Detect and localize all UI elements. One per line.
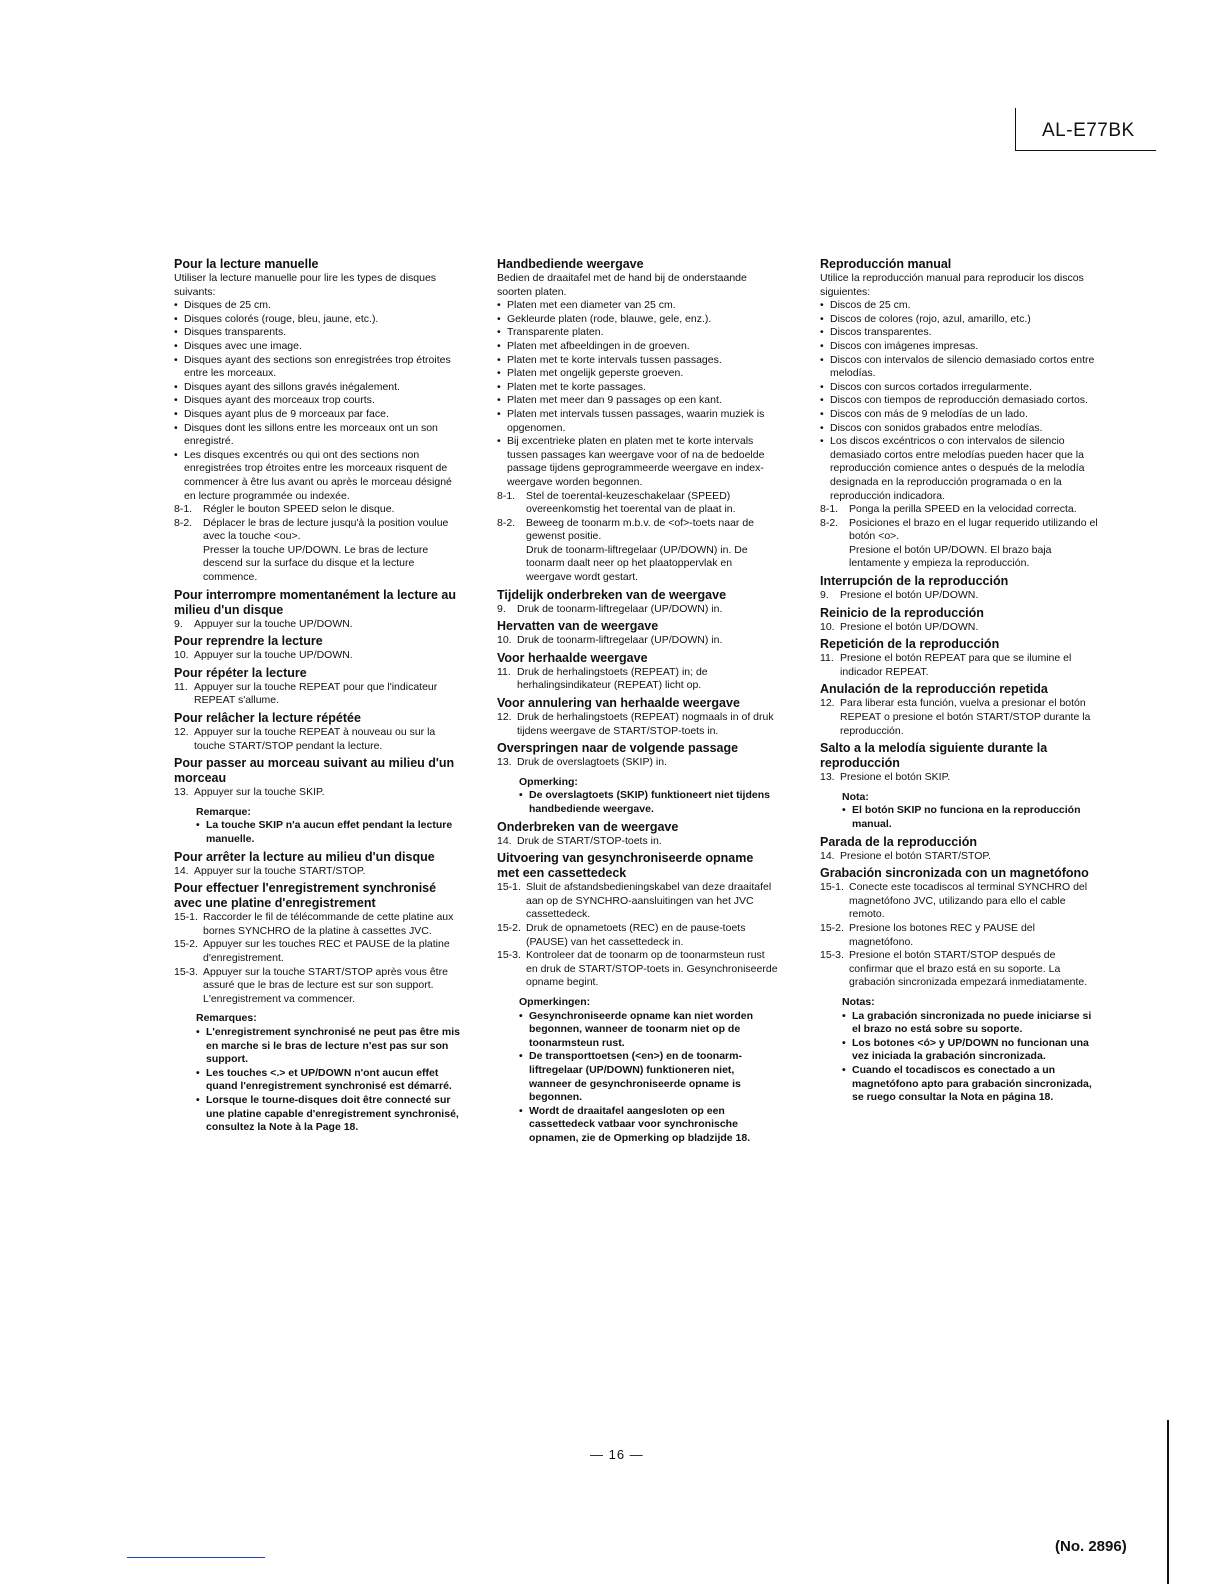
intro-text: Bedien de draaitafel met de hand bij de onderstaande soorten platen.: [497, 272, 747, 298]
note-label: Opmerking:: [519, 775, 578, 788]
section-heading: Repetición de la reproducción: [820, 637, 1000, 652]
section-heading: Reproducción manual: [820, 257, 952, 271]
section-heading: Pour interrompre momentanément la lecture au milieu d'un disque: [174, 587, 457, 617]
section-heading: Tijdelijk onderbreken van de weergave: [497, 587, 727, 602]
step-text: Kontroleer dat de toonarm op de toonarmsteun rust en druk de START/STOP-toets in. Gesynchroniseerde opname begint.: [526, 949, 778, 989]
list-item: • Transparente platen.: [497, 326, 779, 340]
step-number: 11.: [497, 665, 511, 678]
step: [820, 949, 1098, 990]
intro-text: Utiliser la lecture manuelle pour lire les types de disques suivants:: [174, 272, 437, 298]
french-column: [174, 257, 464, 1138]
step-number: 8-2.: [497, 516, 516, 529]
step: [174, 681, 464, 708]
nl-pause-section: [497, 588, 779, 617]
step: [174, 786, 464, 800]
fr-manual-section: [174, 257, 464, 585]
section-heading: Onderbreken van de weergave: [497, 819, 679, 834]
list-item: • Disques dont les sillons entre les morceaux ont un son enregistré.: [174, 422, 464, 449]
list-item: • Discos con tiempos de reproducción demasiado cortos.: [820, 394, 1098, 408]
step-text: Appuyer sur la touche UP/DOWN.: [194, 649, 353, 662]
note-item: • Cuando el tocadiscos es conectado a un magnetófono apto para grabación sincronizada, se ruego consultar la Nota en página 18.: [842, 1064, 1098, 1105]
list-item: • Platen met intervals tussen passages, waarin muziek is opgenomen.: [497, 408, 779, 435]
list-item: • Disques transparents.: [174, 326, 464, 340]
nl-resume-section: [497, 619, 779, 648]
note-item: • Wordt de draaitafel aangesloten op een cassettedeck vatbaar voor synchronische opnamen, zie de Opmerking op bladzijde 18.: [519, 1105, 779, 1146]
step: [820, 697, 1098, 738]
step-number: 10.: [497, 634, 512, 647]
section-heading: Salto a la melodía siguiente durante la reproducción: [820, 741, 1048, 771]
es-resume-section: [820, 606, 1098, 635]
step-number: 15-1.: [497, 881, 521, 894]
step-number: 10.: [174, 649, 189, 662]
step: [174, 865, 464, 879]
section-heading: Grabación sincronizada con un magnetófono: [820, 866, 1089, 881]
step: [497, 949, 779, 990]
fr-resume-section: [174, 634, 464, 663]
step: [820, 881, 1098, 922]
step-continuation: Druk de toonarm-liftregelaar (UP/DOWN) in. De toonarm daalt neer op het plaatoppervlak en weergave wordt gestart.: [526, 543, 748, 584]
step-text: Presione el botón START/STOP.: [840, 849, 991, 862]
step-text: Druk de overslagtoets (SKIP) in.: [517, 756, 667, 769]
step-number: 15-1.: [174, 911, 198, 924]
step-number: 15-3.: [820, 949, 844, 962]
step: [820, 771, 1098, 785]
nl-sync-section: [497, 851, 779, 1145]
note-label: Opmerkingen:: [519, 995, 591, 1008]
list-item: • Disques ayant plus de 9 morceaux par face.: [174, 408, 464, 422]
list-item: • Disques de 25 cm.: [174, 299, 464, 313]
step-text: Stel de toerental-keuzeschakelaar (SPEED) overeenkomstig het toerental van de plaat in.: [526, 489, 736, 516]
step-number: 15-2.: [820, 921, 844, 934]
step: [174, 726, 464, 753]
list-item: • Platen met ongelijk geperste groeven.: [497, 367, 779, 381]
list-item: • Platen met meer dan 9 passages op een kant.: [497, 394, 779, 408]
document-number: (No. 2896): [1055, 1538, 1127, 1555]
note-label: Remarques:: [196, 1012, 257, 1025]
step-text: Raccorder le fil de télécommande de cette platine aux bornes SYNCHRO de la platine à cassettes JVC.: [203, 911, 454, 937]
list-item: • Platen met afbeeldingen in de groeven.: [497, 340, 779, 354]
step: [820, 922, 1098, 949]
list-item: • Discos con imágenes impresas.: [820, 340, 1098, 354]
section-heading: Handbediende weergave: [497, 257, 644, 271]
section-heading: Hervatten van de weergave: [497, 619, 659, 634]
step-text: Presione el botón REPEAT para que se ilumine el indicador REPEAT.: [840, 652, 1072, 678]
es-cancel-section: [820, 682, 1098, 738]
section-heading: Voor annulering van herhaalde weergave: [497, 696, 740, 711]
step-text: Druk de toonarm-liftregelaar (UP/DOWN) in.: [517, 634, 723, 647]
step: [497, 756, 779, 770]
note-box: [196, 806, 464, 847]
section-heading: Uitvoering van gesynchroniseerde opname met een cassettedeck: [497, 851, 754, 881]
step-number: 8-2.: [174, 516, 193, 529]
note-label: Notas:: [842, 995, 875, 1008]
step-text: Posiciones el brazo en el lugar requerido utilizando el botón <o>.: [849, 516, 1098, 543]
section-heading: Parada de la reproducción: [820, 834, 977, 849]
step-text: Appuyer sur la touche REPEAT pour que l'indicateur REPEAT s'allume.: [194, 680, 438, 707]
list-item: • Discos con más de 9 melodías de un lado.: [820, 408, 1098, 422]
note-item: • Lorsque le tourne-disques doit être connecté sur une platine capable d'enregistrement synchronisé, consultez la Note à la Page 18.: [196, 1094, 464, 1135]
page-number: — 16 —: [590, 1447, 644, 1462]
step-continuation: Presione el botón UP/DOWN. El brazo baja lentamente y empieza la reproducción.: [849, 543, 1052, 570]
nl-cancel-section: [497, 696, 779, 738]
margin-rule: [1167, 1420, 1169, 1584]
step-number: 12.: [820, 697, 835, 710]
list-item: • Los discos excéntricos o con intervalos de silencio demasiado cortos entre melodías pueden hacer que la reproducción comience antes o después de la melodía designada en la reproducción programada o en la reproducción indicadora.: [820, 435, 1098, 503]
es-pause-section: [820, 574, 1098, 603]
es-manual-section: [820, 257, 1098, 571]
step-text: Druk de toonarm-liftregelaar (UP/DOWN) in.: [517, 602, 723, 615]
step-number: 9.: [820, 589, 829, 602]
step-number: 9.: [497, 602, 506, 615]
step-text: Appuyer sur la touche START/STOP après vous être assuré que le bras de lecture est sur son support. L'enregistrement va commencer.: [203, 965, 448, 1005]
note-box: [519, 776, 779, 817]
fr-stop-section: [174, 850, 464, 879]
note-label: Nota:: [842, 790, 869, 803]
bullet-list: [497, 299, 779, 489]
fr-release-section: [174, 711, 464, 753]
step-text: Druk de herhalingstoets (REPEAT) in; de herhalingsindikateur (REPEAT) licht op.: [517, 665, 708, 692]
step: [497, 835, 779, 849]
note-box: [842, 791, 1098, 832]
list-item: • Gekleurde platen (rode, blauwe, gele, enz.).: [497, 313, 779, 327]
list-item: • Discos con sonidos grabados entre melodías.: [820, 422, 1098, 436]
step-number: 13.: [174, 786, 189, 799]
step-number: 8-1.: [174, 503, 193, 516]
section-heading: Overspringen naar de volgende passage: [497, 741, 739, 756]
step-text: Régler le bouton SPEED selon le disque.: [203, 503, 395, 516]
step-number: 8-1.: [820, 503, 839, 516]
fr-pause-section: [174, 588, 464, 632]
step-text: Presione el botón SKIP.: [840, 771, 951, 784]
step: [497, 666, 779, 693]
list-item: • Disques ayant des sillons gravés inégalement.: [174, 381, 464, 395]
step: [497, 922, 779, 949]
nl-stop-section: [497, 820, 779, 849]
list-item: • Discos transparentes.: [820, 326, 1098, 340]
list-item: • Disques colorés (rouge, bleu, jaune, etc.).: [174, 313, 464, 327]
section-heading: Voor herhaalde weergave: [497, 650, 648, 665]
note-item: • Les touches <.> et UP/DOWN n'ont aucun effet quand l'enregistrement synchronisé est démarré.: [196, 1067, 464, 1094]
nl-manual-section: [497, 257, 779, 585]
step-text: Presione los botones REC y PAUSE del magnetófono.: [849, 921, 1035, 948]
note-box: [519, 996, 779, 1146]
bullet-list: [820, 299, 1098, 503]
list-item: • Les disques excentrés ou qui ont des sections non enregistrées trop étroites entre les morceaux risquent de commencer à être lus avant ou après le morceau désigné en lecture programmée ou indexée.: [174, 449, 464, 503]
list-item: • Disques avec une image.: [174, 340, 464, 354]
step: [497, 490, 779, 517]
nl-skip-section: [497, 741, 779, 816]
step: [174, 649, 464, 663]
step-number: 11.: [820, 652, 834, 665]
note-item: • La touche SKIP n'a aucun effet pendant la lecture manuelle.: [196, 819, 464, 846]
es-stop-section: [820, 835, 1098, 864]
es-skip-section: [820, 741, 1098, 831]
step-text: Appuyer sur la touche REPEAT à nouveau ou sur la touche START/STOP pendant la lecture.: [194, 726, 436, 752]
note-item: • Los botones <ó> y UP/DOWN no funcionan una vez iniciada la grabación sincronizada.: [842, 1037, 1098, 1064]
spanish-column: [820, 257, 1098, 1108]
step: [820, 503, 1098, 517]
intro-text: Utilice la reproducción manual para reproducir los discos siguientes:: [820, 272, 1084, 298]
note-item: • De transporttoetsen (<en>) en de toonarm-liftregelaar (UP/DOWN) funktioneren niet, wanneer de gesynchroniseerde opname is begonnen.: [519, 1050, 779, 1104]
es-sync-section: [820, 866, 1098, 1105]
step-number: 15-1.: [820, 881, 844, 894]
step: [497, 711, 779, 738]
fr-repeat-section: [174, 666, 464, 708]
step-text: Appuyer sur la touche START/STOP.: [194, 864, 366, 877]
step-text: Para liberar esta función, vuelva a presionar el botón REPEAT o presione el botón START/STOP durante la reproducción.: [840, 697, 1091, 737]
step: [497, 517, 779, 544]
dutch-column: [497, 257, 779, 1148]
model-label-box: [1015, 108, 1156, 151]
step-text: Druk de START/STOP-toets in.: [517, 834, 662, 847]
list-item: • Discos de 25 cm.: [820, 299, 1098, 313]
note-box: [842, 996, 1098, 1105]
step-number: 8-1.: [497, 489, 516, 502]
section-heading: Pour relâcher la lecture répétée: [174, 711, 361, 726]
step-number: 14.: [497, 834, 512, 847]
fr-sync-section: [174, 881, 464, 1135]
step-number: 15-3.: [174, 965, 198, 978]
section-heading: Reinicio de la reproducción: [820, 605, 984, 620]
step-number: 8-2.: [820, 516, 839, 529]
step-number: 14.: [820, 849, 835, 862]
note-box: [196, 1012, 464, 1134]
step-text: Presione el botón START/STOP después de confirmar que el brazo está en su soporte. La grabación sincronizada empezará inmediatamente.: [849, 949, 1088, 989]
es-repeat-section: [820, 637, 1098, 679]
note-item: • El botón SKIP no funciona en la reproducción manual.: [842, 804, 1098, 831]
section-heading: Interrupción de la reproducción: [820, 574, 1009, 589]
note-item: • La grabación sincronizada no puede iniciarse si el brazo no está sobre su soporte.: [842, 1010, 1098, 1037]
footer-divider: [127, 1557, 265, 1558]
step: [174, 938, 464, 965]
step-number: 10.: [820, 620, 835, 633]
step: [174, 503, 464, 517]
step-text: Conecte este tocadiscos al terminal SYNCHRO del magnetófono JVC, utilizando para ello el cable remoto.: [849, 881, 1088, 921]
step-text: Druk de opnametoets (REC) en de pause-toets (PAUSE) van het cassettedeck in.: [526, 921, 746, 948]
note-item: • Gesynchroniseerde opname kan niet worden begonnen, wanneer de toonarm niet op de toonarmsteun rust.: [519, 1010, 779, 1051]
nl-repeat-section: [497, 651, 779, 693]
section-heading: Anulación de la reproducción repetida: [820, 682, 1048, 697]
step: [497, 881, 779, 922]
step: [174, 618, 464, 632]
step: [497, 603, 779, 617]
fr-skip-section: [174, 756, 464, 846]
list-item: • Discos con surcos cortados irregularmente.: [820, 381, 1098, 395]
note-label: Remarque:: [196, 805, 251, 818]
step-number: 13.: [497, 756, 512, 769]
step: [174, 911, 464, 938]
bullet-list: [174, 299, 464, 503]
list-item: • Disques ayant des morceaux trop courts.: [174, 394, 464, 408]
step-number: 15-2.: [497, 921, 521, 934]
step-text: Presione el botón UP/DOWN.: [840, 620, 979, 633]
list-item: • Discos de colores (rojo, azul, amarillo, etc.): [820, 313, 1098, 327]
step-number: 9.: [174, 617, 183, 630]
section-heading: Pour la lecture manuelle: [174, 257, 319, 271]
note-item: • De overslagtoets (SKIP) funktioneert niet tijdens handbediende weergave.: [519, 789, 779, 816]
list-item: • Platen met te korte passages.: [497, 381, 779, 395]
section-heading: Pour reprendre la lecture: [174, 634, 323, 649]
step-number: 15-3.: [497, 949, 521, 962]
step-number: 12.: [174, 726, 189, 739]
list-item: • Disques ayant des sections son enregistrées trop étroites entre les morceaux.: [174, 354, 464, 381]
step-text: Appuyer sur la touche SKIP.: [194, 786, 325, 799]
step-text: Ponga la perilla SPEED en la velocidad correcta.: [849, 503, 1077, 516]
step-continuation: Presser la touche UP/DOWN. Le bras de lecture descend sur la surface du disque et la lecture commence.: [203, 543, 429, 584]
step: [497, 634, 779, 648]
list-item: • Platen met te korte intervals tussen passages.: [497, 354, 779, 368]
step-number: 11.: [174, 680, 188, 693]
step-text: Presione el botón UP/DOWN.: [840, 589, 979, 602]
list-item: • Bij excentrieke platen en platen met te korte intervals tussen passages kan weergave voor of na de bedoelde passage tijdens geprogrammeerde weergave en index-weergave worden begonnen.: [497, 435, 779, 489]
step-text: Druk de herhalingstoets (REPEAT) nogmaals in of druk tijdens weergave de START/STOP-toets in.: [517, 711, 774, 737]
step-text: Sluit de afstandsbedieningskabel van deze draaitafel aan op de SYNCHRO-aansluitingen van het JVC cassettedeck.: [526, 881, 772, 921]
step: [174, 517, 464, 544]
step: [820, 589, 1098, 603]
step-text: Appuyer sur la touche UP/DOWN.: [194, 617, 353, 630]
step-text: Beweeg de toonarm m.b.v. de <of>-toets naar de gewenst positie.: [526, 516, 755, 543]
step: [820, 652, 1098, 679]
step: [820, 621, 1098, 635]
model-number: AL-E77BK: [1042, 120, 1135, 141]
step-number: 14.: [174, 864, 189, 877]
section-heading: Pour effectuer l'enregistrement synchronisé avec une platine d'enregistrement: [174, 881, 437, 911]
step: [174, 966, 464, 1007]
step-number: 15-2.: [174, 938, 198, 951]
list-item: • Discos con intervalos de silencio demasiado cortos entre melodías.: [820, 354, 1098, 381]
step-number: 13.: [820, 771, 835, 784]
step-number: 12.: [497, 711, 512, 724]
step-text: Appuyer sur les touches REC et PAUSE de la platine d'enregistrement.: [203, 938, 450, 964]
step-text: Déplacer le bras de lecture jusqu'à la position voulue avec la touche <ou>.: [203, 516, 449, 543]
note-item: • L'enregistrement synchronisé ne peut pas être mis en marche si le bras de lecture n'est pas sur son support.: [196, 1026, 464, 1067]
step: [820, 517, 1098, 544]
section-heading: Pour répéter la lecture: [174, 665, 307, 680]
section-heading: Pour arrêter la lecture au milieu d'un disque: [174, 849, 435, 864]
step: [820, 850, 1098, 864]
list-item: • Platen met een diameter van 25 cm.: [497, 299, 779, 313]
section-heading: Pour passer au morceau suivant au milieu d'un morceau: [174, 756, 455, 786]
